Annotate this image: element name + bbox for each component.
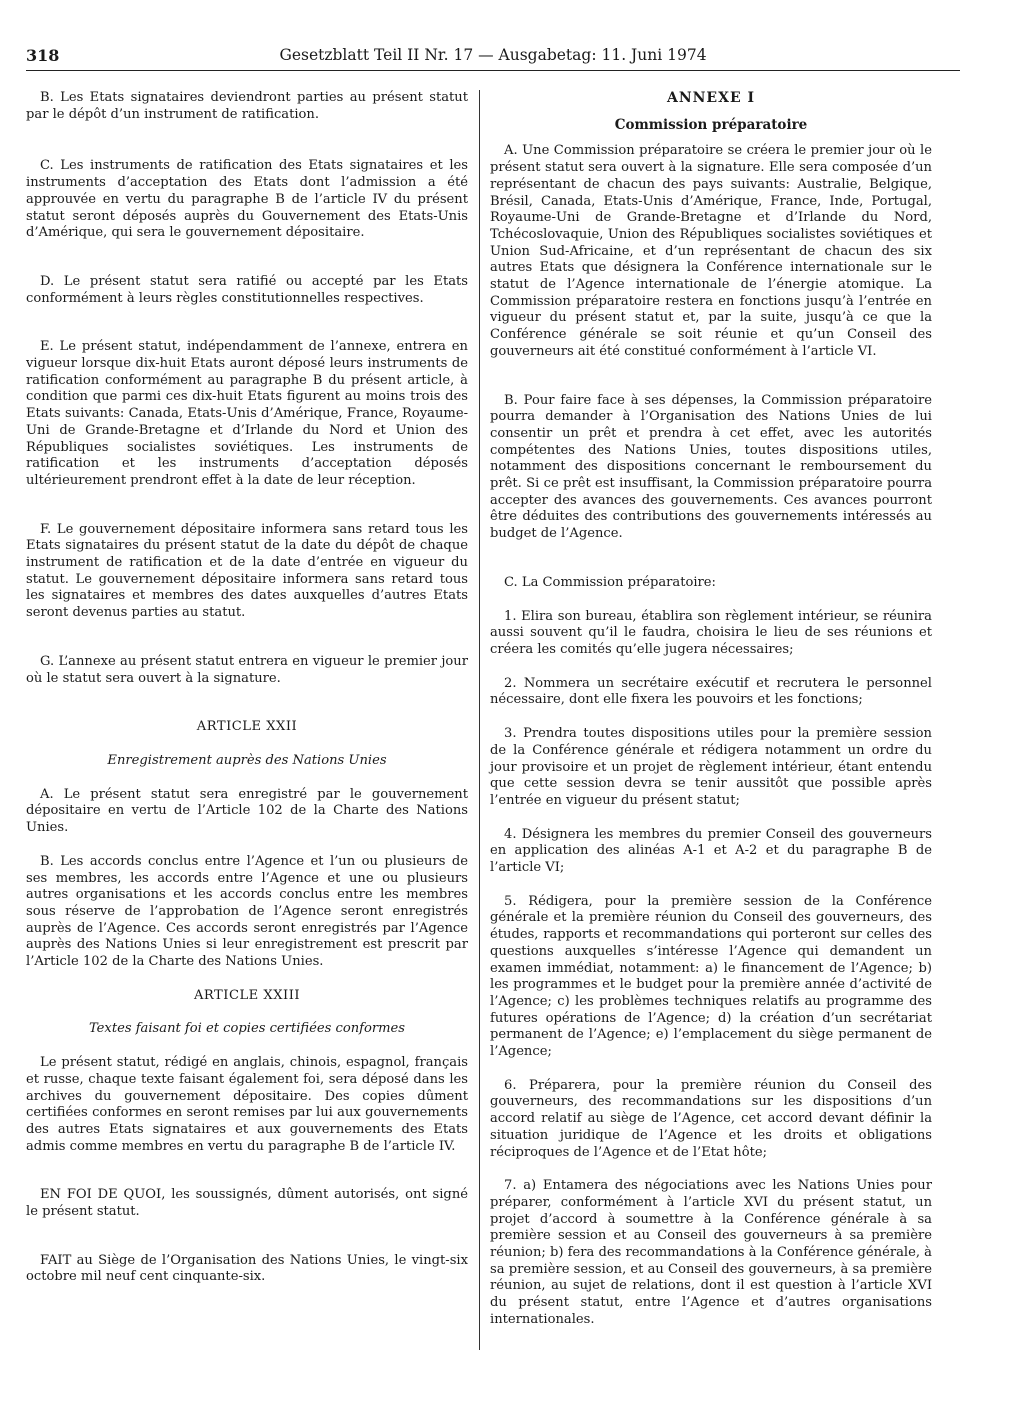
article-xxiii-title: ARTICLE XXIII bbox=[193, 987, 301, 1003]
paragraph-b: B. Les Etats signataires deviendront parties au présent statut par le dépôt d’un instrument de ratification. bbox=[26, 90, 468, 122]
right-column bbox=[490, 90, 932, 1329]
column-divider bbox=[479, 90, 480, 1350]
annex-item-2: 2. Nommera un secrétaire exécutif et recrutera le personnel nécessaire, dont elle fixera les pouvoirs et les fonctions; bbox=[490, 675, 932, 708]
en-foi-de-quoi: EN FOI DE QUOI, les soussignés, dûment autorisés, ont signé le présent statut. bbox=[26, 1187, 468, 1220]
paragraph-e: E. Le présent statut, indépendamment de l’annexe, entrera en vigueur lorsque dix-huit Etats auront déposé leurs instruments de ratification conformément au paragraphe B du présent article, à condition que parmi ces dix-huit Etats figurent au moins trois des Etats suivants: Canada, Etats-Unis d’Amérique, France, Royaume-Uni de Grande-Bretagne et d’Irlande du Nord et Union des Républiques socialistes soviétiques. Les instruments de ratification et les instruments d’acceptation déposés ultérieurement prendront effet à la date de leur réception. bbox=[26, 339, 468, 488]
article-xxii-paragraph-a: A. Le présent statut sera enregistré par le gouvernement dépositaire en vertu de l’Article 102 de la Charte des Nations Unies. bbox=[26, 786, 468, 836]
article-xxii-title: ARTICLE XXII bbox=[196, 719, 298, 735]
left-column bbox=[26, 90, 468, 1286]
paragraph-d: D. Le présent statut sera ratifié ou accepté par les Etats conformément à leurs règles constitutionnelles respectives. bbox=[26, 273, 468, 306]
page-header bbox=[26, 40, 960, 71]
article-xxiii-subtitle: Textes faisant foi et copies certifiées conformes bbox=[88, 1021, 406, 1037]
annex-item-3: 3. Prendra toutes dispositions utiles pour la première session de la Conférence générale et rédigera notamment un ordre du jour provisoire et un projet de règlement intérieur, étant entendu que cette session devra se tenir aussitôt que possible après l’entrée en vigueur du présent statut; bbox=[490, 726, 932, 808]
fait-au-siege: FAIT au Siège de l’Organisation des Nations Unies, le vingt-six octobre mil neuf cent cinquante-six. bbox=[26, 1252, 468, 1285]
annex-subtitle: Commission préparatoire bbox=[614, 116, 808, 133]
paragraph-g: G. L’annexe au présent statut entrera en vigueur le premier jour où le statut sera ouvert à la signature. bbox=[26, 653, 468, 686]
annex-paragraph-c-intro: C. La Commission préparatoire: bbox=[504, 574, 716, 590]
annex-item-6: 6. Préparera, pour la première réunion du Conseil des gouverneurs, des recommandations sur les dispositions d’un accord relatif au siège de l’Agence, cet accord devant définir la situation juridique de l’Agence et les droits et obligations réciproques de l’Agence et de l’Etat hôte; bbox=[490, 1077, 932, 1160]
header-title: Gesetzblatt Teil II Nr. 17 — Ausgabetag: 11. Juni 1974 bbox=[279, 46, 707, 64]
article-xxii-subtitle: Enregistrement auprès des Nations Unies bbox=[107, 752, 387, 768]
article-xxiii-text: Le présent statut, rédigé en anglais, chinois, espagnol, français et russe, chaque texte faisant également foi, sera déposé dans les archives du gouvernement dépositaire. Des copies dûment certifiées conformes en seront remises par lui aux gouvernements des autres Etats signataires et aux gouvernements des Etats admis comme membres en vertu du paragraphe B de l’article IV. bbox=[26, 1055, 468, 1154]
annex-title: ANNEXE I bbox=[666, 90, 756, 106]
annex-item-5: 5. Rédigera, pour la première session de la Conférence générale et la première réunion du Conseil des gouverneurs, des études, rapports et recommandations qui porteront sur celles des questions auxquelles s’intéresse l’Agence qui demandent un examen immédiat, notamment: a) le financement de l’Agence; b) les programmes et le budget pour la première année d’activité de l’Agence; c) les problèmes techniques relatifs au programme des futures opérations de l’Agence; d) la création d’un secrétariat permanent de l’Agence; e) l’emplacement du siège permanent de l’Agence; bbox=[490, 893, 932, 1060]
article-xxii-paragraph-b: B. Les accords conclus entre l’Agence et l’un ou plusieurs de ses membres, les accords entre l’Agence et une ou plusieurs autres organisations et les accords conclus entre les membres sous réserve de l’approbation de l’Agence seront enregistrés auprès de l’Agence. Ces accords seront enregistrés par l’Agence auprès des Nations Unies si leur enregistrement est prescrit par l’Article 102 de la Charte des Nations Unies. bbox=[26, 853, 468, 970]
annex-item-1: 1. Elira son bureau, établira son règlement intérieur, se réunira aussi souvent qu’il le faudra, choisira le lieu de ses réunions et créera les comités qu’elle jugera nécessaires; bbox=[490, 608, 932, 657]
annex-item-7: 7. a) Entamera des négociations avec les Nations Unies pour préparer, conformément à l’article XVI du présent statut, un projet d’accord à soumettre à la Conférence générale à sa première session et au Conseil des gouverneurs à sa première réunion; b) fera des recommandations à la Conférence générale, à sa première session, et au Conseil des gouverneurs, à sa première réunion, au sujet de relations, dont il est question à l’article XVI du présent statut, entre l’Agence et d’autres organisations internationales. bbox=[490, 1178, 932, 1327]
annex-paragraph-a: A. Une Commission préparatoire se créera le premier jour où le présent statut sera ouvert à la signature. Elle sera composée d’un représentant de chacun des pays suivants: Australie, Belgique, Brésil, Canada, Etats-Unis d’Amérique, France, Inde, Portugal, Royaume-Uni de Grande-Bretagne et d’Irlande du Nord, Tchécoslovaquie, Union des Républiques socialistes soviétiques et Union Sud-Africaine, et d’un représentant de chacun des six autres Etats que désignera la Conférence internationale sur le statut de l’Agence internationale de l’énergie atomique. La Commission préparatoire restera en fonctions jusqu’à l’entrée en vigueur du présent statut et, par la suite, jusqu’à ce que la Conférence générale se soit réunie et qu’un Conseil des gouverneurs ait été constitué conformément à l’article VI. bbox=[490, 143, 932, 359]
paragraph-c: C. Les instruments de ratification des Etats signataires et les instruments d’acceptation des Etats dont l’admission a été approuvée en vertu du paragraphe B de l’article IV du présent statut seront déposés auprès du Gouvernement des Etats-Unis d’Amérique, qui sera le gouvernement dépositaire. bbox=[26, 158, 468, 241]
annex-item-4: 4. Désignera les membres du premier Conseil des gouverneurs en application des alinéas A-1 et A-2 et du paragraphe B de l’article VI; bbox=[490, 826, 932, 876]
paragraph-f: F. Le gouvernement dépositaire informera sans retard tous les Etats signataires du présent statut de la date du dépôt de chaque instrument de ratification et de la date d’entrée en vigueur du statut. Le gouvernement dépositaire informera sans retard tous les signataires et membres des dates auxquelles d’autres Etats seront devenus parties au statut. bbox=[26, 521, 468, 621]
annex-paragraph-b: B. Pour faire face à ses dépenses, la Commission préparatoire pourra demander à l’Organisation des Nations Unies de lui consentir un prêt et prendra à cet effet, avec les autorités compétentes des Nations Unies, toutes dispositions utiles, notamment des dispositions concernant le remboursement du prêt. Si ce prêt est insuffisant, la Commission préparatoire pourra accepter des avances des gouvernements. Ces avances pourront être déduites des contributions des gouvernements intéressés au budget de l’Agence. bbox=[490, 392, 932, 542]
page-number: 318 bbox=[26, 46, 60, 65]
